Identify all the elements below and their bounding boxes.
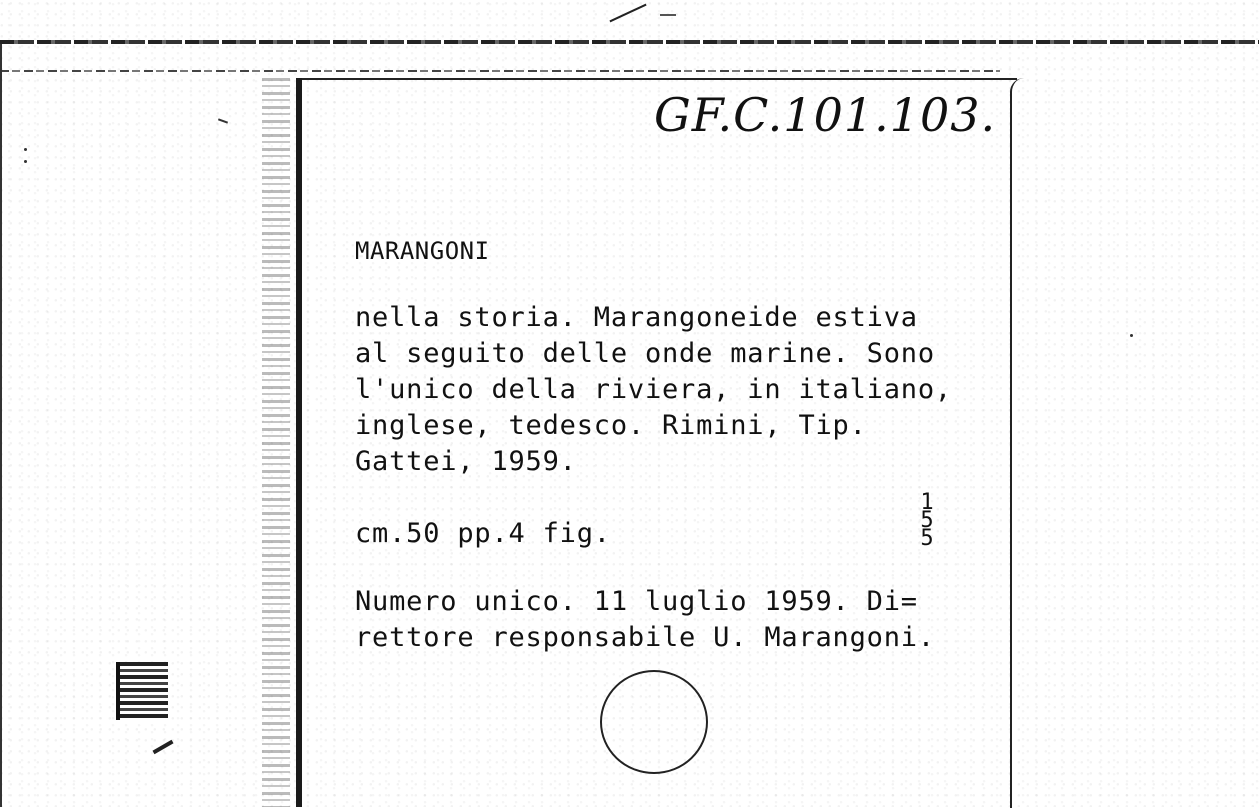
description-line: al seguito delle onde marine. Sono [355,338,935,369]
card-right-border [1010,78,1030,808]
card-top-border [302,78,1017,80]
left-page-edge [0,44,2,807]
author-heading: MARANGONI [355,237,490,265]
top-secondary-rule [0,70,1000,72]
speck-dot [24,148,27,151]
top-edge-rule [0,40,1259,44]
description-line: nella storia. Marangoneide estiva [355,302,918,333]
description-line: Gattei, 1959. [355,446,577,477]
stamped-number: 1 5 5 [920,490,936,551]
margin-sticker-mark [116,662,168,720]
shelfmark-handwritten: GF.C.101.103. [654,88,997,142]
description-line: inglese, tedesco. Rimini, Tip. [355,410,867,441]
card-left-border [296,78,302,807]
physical-description: cm.50 pp.4 fig. [355,518,611,549]
speck-dot [1130,334,1133,337]
description-line: l'unico della riviera, in italiano, [355,374,952,405]
circle-stamp [600,670,708,774]
notes-line: rettore responsabile U. Marangoni. [355,622,935,653]
pencil-dash-mark [660,14,676,16]
speck-dot [24,160,27,163]
card-binding-shadow [262,78,290,807]
notes-line: Numero unico. 11 luglio 1959. Di= [355,586,918,617]
